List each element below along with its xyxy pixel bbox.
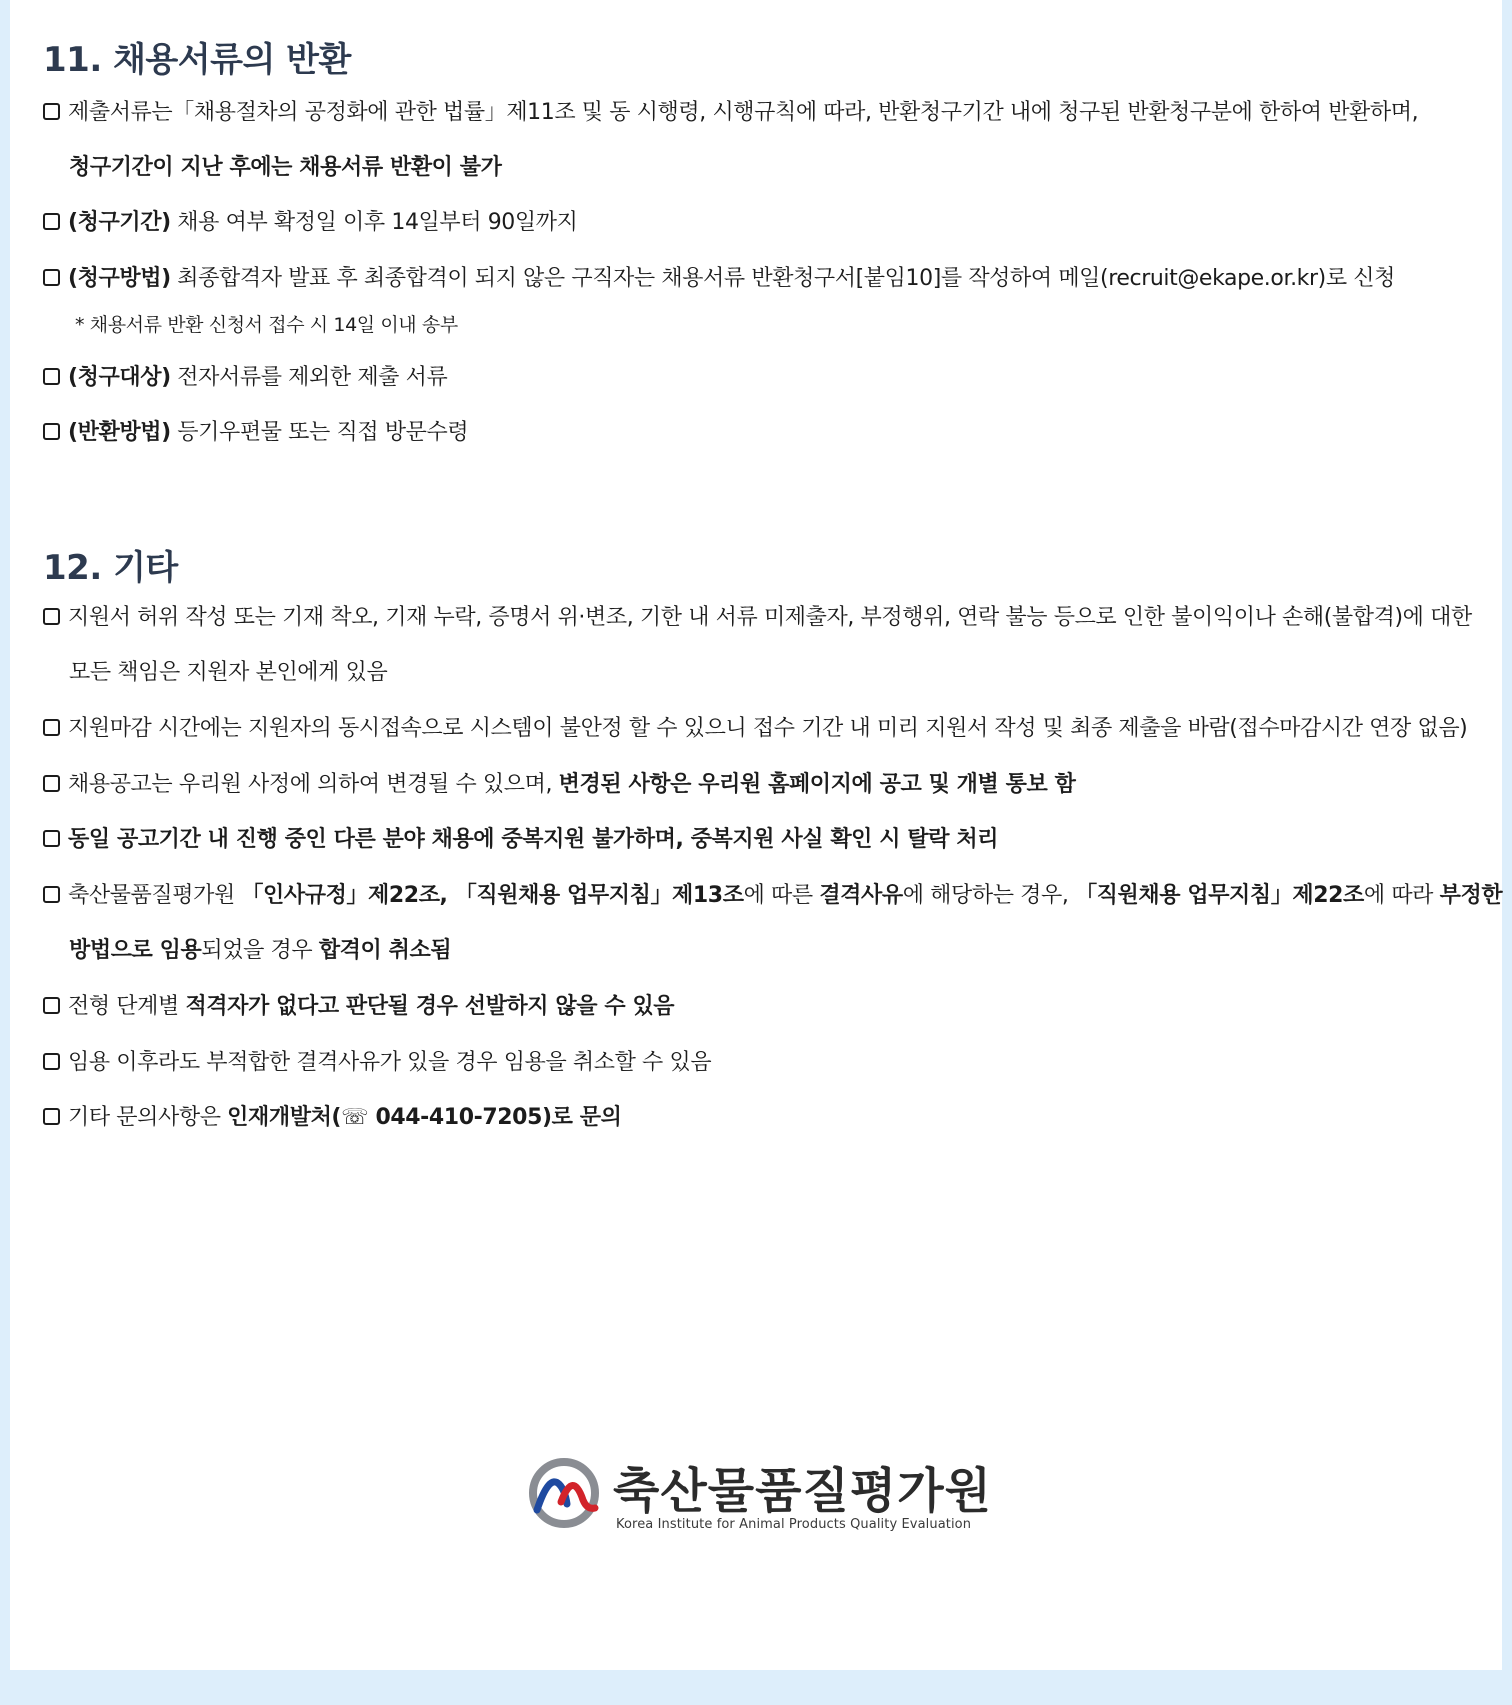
checkbox-bullet-icon <box>43 103 60 120</box>
section-11-title: 11. 채용서류의 반환 <box>43 40 351 80</box>
section-12-item-false-application: 지원서 허위 작성 또는 기재 착오, 기재 누락, 증명서 위·변조, 기한 내 서류 미제출자, 부정행위, 연락 불능 등으로 인한 불이익이나 손해(불합격)에 대한 <box>43 603 1483 633</box>
section-12-item-disqualification: 축산물품질평가원 「인사규정」제22조, 「직원채용 업무지침」제13조에 따른 결격사유에 해당하는 경우, 「직원채용 업무지침」제22조에 따라 부정한 <box>43 881 1483 911</box>
checkbox-bullet-icon <box>43 213 60 230</box>
section-12-title: 12. 기타 <box>43 548 178 588</box>
section-12-item-contact: 기타 문의사항은 인재개발처(☏ 044-410-7205)로 문의 <box>43 1103 1483 1133</box>
section-12-item-duplicate: 동일 공고기간 내 진행 중인 다른 분야 채용에 중복지원 불가하며, 중복지원 사실 확인 시 탈락 처리 <box>43 825 1483 855</box>
checkbox-bullet-icon <box>43 423 60 440</box>
logo-emblem-icon <box>525 1454 603 1532</box>
document-page <box>10 0 1502 1670</box>
section-11-item-continuation: 청구기간이 지난 후에는 채용서류 반환이 불가 <box>69 155 502 180</box>
section-11-item-request-target: (청구대상) 전자서류를 제외한 제출 서류 <box>43 363 1483 393</box>
section-12-item-deadline: 지원마감 시간에는 지원자의 동시접속으로 시스템이 불안정 할 수 있으니 접수 기간 내 미리 지원서 작성 및 최종 제출을 바람(접수마감시간 연장 없음) <box>43 714 1483 744</box>
section-11-item-request-method: (청구방법) 최종합격자 발표 후 최종합격이 되지 않은 구직자는 채용서류 반환청구서[붙임10]를 작성하여 메일(recruit@ekape.or.kr)로 신청 <box>43 264 1483 294</box>
checkbox-bullet-icon <box>43 775 60 792</box>
checkbox-bullet-icon <box>43 830 60 847</box>
checkbox-bullet-icon <box>43 719 60 736</box>
section-11-item-submitted-documents: 제출서류는「채용절차의 공정화에 관한 법률」제11조 및 동 시행령, 시행규칙에 따라, 반환청구기간 내에 청구된 반환청구분에 한하여 반환하며, <box>43 98 1483 128</box>
section-12-item-no-selection: 전형 단계별 적격자가 없다고 판단될 경우 선발하지 않을 수 있음 <box>43 992 1483 1022</box>
checkbox-bullet-icon <box>43 886 60 903</box>
section-11-item-request-period: (청구기간) 채용 여부 확정일 이후 14일부터 90일까지 <box>43 208 1483 238</box>
checkbox-bullet-icon <box>43 269 60 286</box>
checkbox-bullet-icon <box>43 1108 60 1125</box>
section-11-item-return-method: (반환방법) 등기우편물 또는 직접 방문수령 <box>43 418 1483 448</box>
checkbox-bullet-icon <box>43 997 60 1014</box>
section-12-item-continuation: 방법으로 임용되었을 경우 합격이 취소됨 <box>69 938 452 963</box>
section-12-item-continuation: 모든 책임은 지원자 본인에게 있음 <box>69 660 388 685</box>
organization-logo <box>525 1452 995 1542</box>
logo-name: 축산물품질평가원 <box>613 1463 992 1519</box>
section-12-item-cancel-appointment: 임용 이후라도 부적합한 결격사유가 있을 경우 임용을 취소할 수 있음 <box>43 1048 1483 1078</box>
section-11-note: * 채용서류 반환 신청서 접수 시 14일 이내 송부 <box>75 314 458 336</box>
checkbox-bullet-icon <box>43 608 60 625</box>
section-12-item-notice-change: 채용공고는 우리원 사정에 의하여 변경될 수 있으며, 변경된 사항은 우리원 홈페이지에 공고 및 개별 통보 함 <box>43 770 1483 800</box>
checkbox-bullet-icon <box>43 368 60 385</box>
logo-subtitle: Korea Institute for Animal Products Quality Evaluation <box>616 1517 972 1532</box>
checkbox-bullet-icon <box>43 1053 60 1070</box>
